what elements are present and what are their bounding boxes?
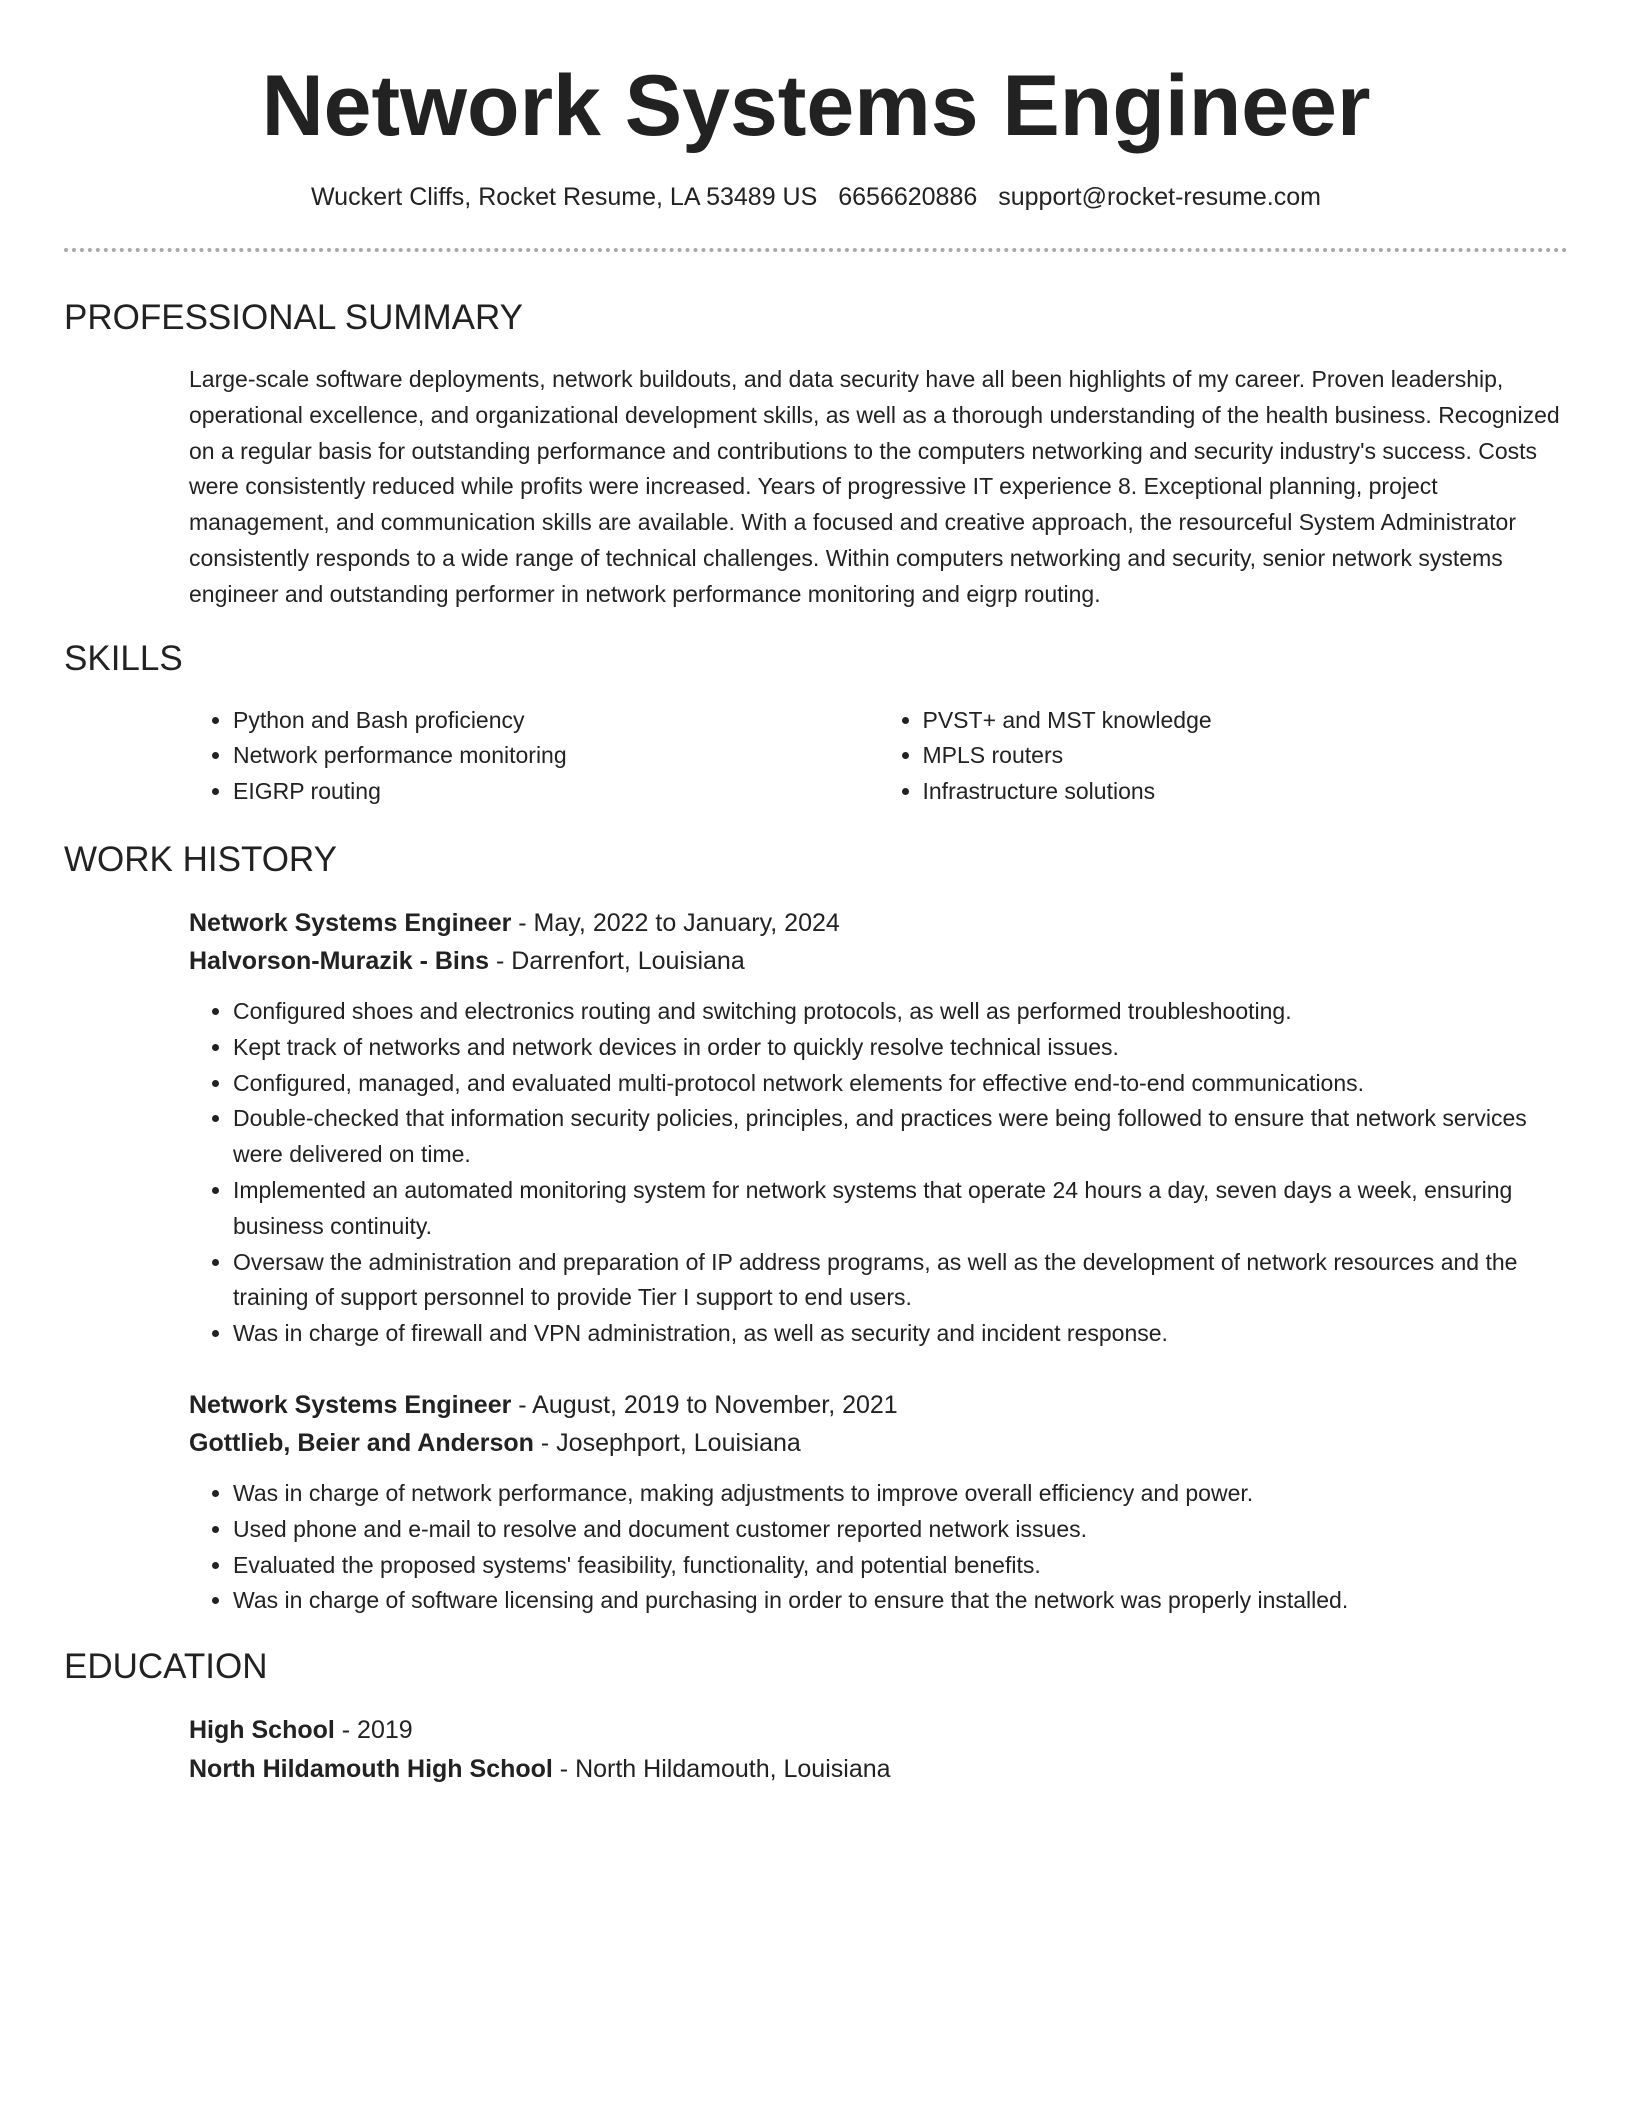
education-year: - 2019 [334,1716,413,1745]
job-responsibilities [189,1476,1568,1619]
job-role: Network Systems Engineer [189,1390,512,1419]
contact-address: Wuckert Cliffs, Rocket Resume, LA 53489 US [311,183,818,211]
job-dates: - August, 2019 to November, 2021 [511,1390,898,1419]
summary-text: Large-scale software deployments, network buildouts, and data security have all been highlights of my career. Proven leadership, operational excellence, and organizational development skills, as well as a thorough understanding of the health business. Recognized on a regular basis for outstanding performance and contributions to the computers networking and security industry's success. Costs were consistently reduced while profits were increased. Years of progressive IT experience 8. Exceptional planning, project management, and communication skills are available. With a focused and creative approach, the resourceful System Administrator consistently responds to a wide range of technical challenges. Within computers networking and security, senior network systems engineer and outstanding performer in network performance monitoring and eigrp routing. [189,366,1560,607]
education-degree: High School [189,1716,335,1745]
responsibility-item: • Configured, managed, and evaluated multi-protocol network elements for effective end-to-end communications. [233,1066,1568,1102]
header-divider [64,248,1568,252]
contact-line [64,180,1568,214]
skill-item: • MPLS routers [923,738,1569,774]
skill-item: • PVST+ and MST knowledge [923,703,1569,739]
skills-column-left [189,703,879,810]
responsibility-item: • Evaluated the proposed systems' feasibility, functionality, and potential benefits. [233,1548,1568,1584]
contact-phone: 6656620886 [838,183,978,211]
skill-item: • Python and Bash proficiency [233,703,879,739]
responsibility-item: • Was in charge of network performance, making adjustments to improve overall efficiency and power. [233,1476,1568,1512]
job-entry [64,1386,1568,1619]
job-company: Gottlieb, Beier and Anderson [189,1428,534,1457]
responsibility-item: • Was in charge of software licensing and purchasing in order to ensure that the network was properly installed. [233,1583,1568,1619]
skill-item: • Infrastructure solutions [923,774,1569,810]
responsibility-item: • Implemented an automated monitoring system for network systems that operate 24 hours a day, seven days a week, ensuring business continuity. [233,1173,1568,1245]
job-company: Halvorson-Murazik - Bins [189,946,490,975]
summary-heading: PROFESSIONAL SUMMARY [64,298,523,337]
job-entry [64,904,1568,1352]
responsibility-item: • Configured shoes and electronics routing and switching protocols, as well as performed troubleshooting. [233,994,1568,1030]
job-title-line [189,904,1568,942]
job-company-line [189,1424,1568,1462]
job-company-line [189,942,1568,980]
education-school-line [189,1750,1568,1789]
education-school: North Hildamouth High School [189,1755,553,1784]
job-location: - Josephport, Louisiana [533,1428,801,1457]
education-entry [64,1711,1568,1789]
skill-item: • EIGRP routing [233,774,879,810]
skills-list [64,703,1568,810]
responsibility-item: • Oversaw the administration and preparation of IP address programs, as well as the development of network resources and the training of support personnel to provide Tier I support to end users. [233,1245,1568,1317]
skill-item: • Network performance monitoring [233,738,879,774]
job-title-line [189,1386,1568,1424]
job-role: Network Systems Engineer [189,908,512,937]
contact-email: support@rocket-resume.com [998,183,1321,211]
resume-name: Network Systems Engineer [261,58,1371,154]
work-history-heading: WORK HISTORY [64,839,337,879]
education-location: - North Hildamouth, Louisiana [552,1755,891,1784]
skills-column-right [879,703,1569,810]
job-location: - Darrenfort, Louisiana [489,946,745,975]
skills-heading: SKILLS [64,638,183,678]
responsibility-item: • Kept track of networks and network devices in order to quickly resolve technical issues. [233,1030,1568,1066]
job-dates: - May, 2022 to January, 2024 [511,908,840,937]
education-heading: EDUCATION [64,1647,268,1687]
responsibility-item: • Used phone and e-mail to resolve and document customer reported network issues. [233,1512,1568,1548]
job-responsibilities [189,994,1568,1352]
education-degree-line [189,1711,1568,1750]
responsibility-item: • Double-checked that information security policies, principles, and practices were being followed to ensure that network services were delivered on time. [233,1101,1568,1173]
responsibility-item: • Was in charge of firewall and VPN administration, as well as security and incident response. [233,1316,1568,1352]
